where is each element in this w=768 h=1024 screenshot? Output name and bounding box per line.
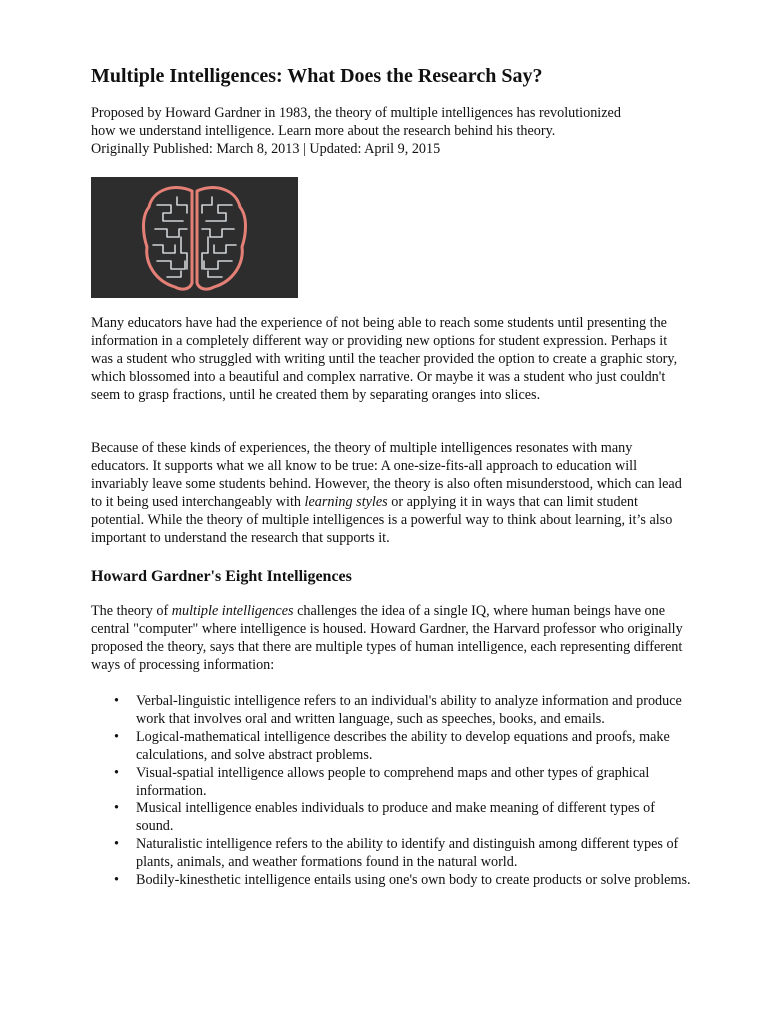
article-title: Multiple Intelligences: What Does the Research Say? [91, 65, 543, 87]
intelligences-list [91, 693, 691, 890]
list-item: • Logical-mathematical intelligence describes the ability to develop equations and proofs, make calculations, and solve abstract problems. [91, 729, 691, 765]
intro-line-1: Proposed by Howard Gardner in 1983, the theory of multiple intelligences has revolutionized [91, 105, 621, 121]
learning-styles-link: learning styles [304, 493, 388, 510]
list-item: • Visual-spatial intelligence allows people to comprehend maps and other types of graphical information. [91, 765, 691, 801]
list-item: • Verbal-linguistic intelligence refers to an individual's ability to analyze information and produce work that involves oral and written language, such as speeches, books, and emails. [91, 693, 691, 729]
list-item: • Bodily-kinesthetic intelligence entails using one's own body to create products or solve problems. [91, 872, 691, 890]
list-item: • Musical intelligence enables individuals to produce and make meaning of different types of sound. [91, 800, 691, 836]
paragraph-educators-experience: Many educators have had the experience of not being able to reach some students until presenting the information in a completely different way or providing new options for student expression. Perhaps it was a student who struggled with writing until the teacher provided the option to create a graphic story, which blossomed into a beautiful and complex narrative. Or maybe it was a student who just couldn't seem to grasp fractions, until he created them by separating oranges into slices. [91, 315, 678, 403]
hero-image [91, 177, 298, 298]
article-intro [91, 105, 691, 159]
paragraph-theory-resonates: Because of these kinds of experiences, the theory of multiple intelligences resonates with many educators. It supports what we all know to be true: A one-size-fits-all approach to education will invariably leave some students behind. However, the theory is also often misunderstood, which can lead to it being used interchangeably with learning styles or applying it in ways that can limit student potential. While the theory of multiple intelligences is a powerful way to think about learning, it’s also important to understand the research that supports it. [91, 440, 682, 546]
list-item: • Naturalistic intelligence refers to the ability to identify and distinguish among different types of plants, animals, and weather formations found in the natural world. [91, 836, 691, 872]
section-heading: Howard Gardner's Eight Intelligences [91, 568, 352, 585]
brain-maze-icon [91, 177, 298, 298]
publish-dates: Originally Published: March 8, 2013 | Updated: April 9, 2015 [91, 140, 441, 157]
paragraph-theory-definition: The theory of multiple intelligences challenges the idea of a single IQ, where human beings have one central "computer" where intelligence is housed. Howard Gardner, the Harvard professor who originally proposed the theory, says that there are multiple types of human intelligence, each representing different ways of processing information: [91, 603, 683, 673]
intro-line-2: how we understand intelligence. Learn more about the research behind his theory. [91, 122, 556, 139]
